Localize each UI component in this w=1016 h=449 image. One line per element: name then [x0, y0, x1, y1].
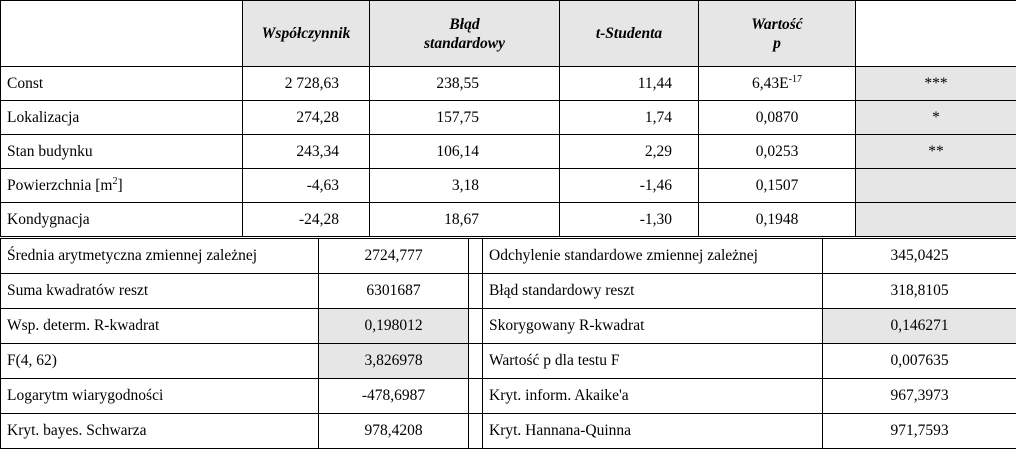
stat-label-right: Błąd standardowy reszt: [483, 274, 823, 309]
row-label: [1, 169, 243, 203]
header-p-value-line1: Wartość: [751, 16, 802, 33]
stats-row: [1, 239, 1016, 274]
stat-value-right: 345,0425: [823, 239, 1016, 274]
significance-stars: [856, 169, 1016, 203]
stats-spacer: [469, 379, 483, 414]
stats-spacer: [469, 414, 483, 449]
header-coefficient-text: Współczynnik: [262, 25, 351, 42]
t-value: 2,29: [560, 135, 699, 169]
header-significance-cell: [856, 1, 1016, 67]
coefficients-header-row: [1, 1, 1016, 67]
stat-label-left: Suma kwadratów reszt: [1, 274, 319, 309]
header-p-value-line2: p: [773, 35, 781, 52]
t-value: -1,30: [560, 203, 699, 237]
row-label: Stan budynku: [1, 135, 243, 169]
stat-label-right: Kryt. inform. Akaike'a: [483, 379, 823, 414]
table-row: [1, 169, 1016, 203]
stats-row: [1, 274, 1016, 309]
stat-value-left: 3,826978: [319, 344, 469, 379]
stat-label-left: F(4, 62): [1, 344, 319, 379]
stats-spacer: [469, 344, 483, 379]
stat-label-right: Skorygowany R-kwadrat: [483, 309, 823, 344]
stat-value-left: 6301687: [319, 274, 469, 309]
standard-error-value: 18,67: [370, 203, 560, 237]
stat-label-right: Odchylenie standardowe zmiennej zależnej: [483, 239, 823, 274]
p-value-mantissa: 6,43E: [752, 75, 789, 92]
stat-value-left: 0,198012: [319, 309, 469, 344]
table-row: [1, 101, 1016, 135]
stats-spacer: [469, 309, 483, 344]
p-value: 0,0253: [699, 135, 856, 169]
p-value: 0,1948: [699, 203, 856, 237]
row-label-end: ]: [117, 177, 122, 194]
row-label: Lokalizacja: [1, 101, 243, 135]
stat-label-right: Kryt. Hannana-Quinna: [483, 414, 823, 449]
model-statistics-table: [0, 238, 1016, 449]
standard-error-value: 238,55: [370, 67, 560, 101]
coefficient-value: 243,34: [243, 135, 370, 169]
row-label-text: Powierzchnia [m: [7, 177, 112, 194]
p-value: [699, 67, 856, 101]
significance-stars: ***: [856, 67, 1016, 101]
significance-stars: **: [856, 135, 1016, 169]
coefficient-value: -24,28: [243, 203, 370, 237]
header-empty-cell: [1, 1, 243, 67]
p-value: 0,1507: [699, 169, 856, 203]
p-value: 0,0870: [699, 101, 856, 135]
stat-label-right: Wartość p dla testu F: [483, 344, 823, 379]
stat-label-left: Wsp. determ. R-kwadrat: [1, 309, 319, 344]
stat-value-right: 0,007635: [823, 344, 1016, 379]
p-value-exponent: -17: [789, 74, 802, 85]
header-t-student: [560, 1, 699, 67]
row-label-superscript: 2: [112, 176, 117, 187]
row-label: Const: [1, 67, 243, 101]
stat-value-right: 318,8105: [823, 274, 1016, 309]
stat-value-right: 0,146271: [823, 309, 1016, 344]
coefficient-value: 274,28: [243, 101, 370, 135]
standard-error-value: 157,75: [370, 101, 560, 135]
header-standard-error: [370, 1, 560, 67]
significance-stars: *: [856, 101, 1016, 135]
table-row: [1, 135, 1016, 169]
stats-row: [1, 414, 1016, 449]
significance-stars: [856, 203, 1016, 237]
stat-label-left: Logarytm wiarygodności: [1, 379, 319, 414]
stats-spacer: [469, 274, 483, 309]
t-value: -1,46: [560, 169, 699, 203]
stat-value-left: 978,4208: [319, 414, 469, 449]
coefficient-value: -4,63: [243, 169, 370, 203]
table-row: [1, 203, 1016, 237]
header-p-value: [699, 1, 856, 67]
stat-label-left: Kryt. bayes. Schwarza: [1, 414, 319, 449]
row-label: Kondygnacja: [1, 203, 243, 237]
stat-value-right: 971,7593: [823, 414, 1016, 449]
stat-label-left: Średnia arytmetyczna zmiennej zależnej: [1, 239, 319, 274]
stat-value-left: -478,6987: [319, 379, 469, 414]
stat-value-left: 2724,777: [319, 239, 469, 274]
stats-row: [1, 309, 1016, 344]
standard-error-value: 106,14: [370, 135, 560, 169]
header-standard-error-line1: Błąd: [449, 16, 479, 33]
stats-row: [1, 379, 1016, 414]
header-coefficient: [243, 1, 370, 67]
t-value: 1,74: [560, 101, 699, 135]
header-t-student-text: t-Studenta: [596, 25, 662, 42]
stats-spacer: [469, 239, 483, 274]
coefficient-value: 2 728,63: [243, 67, 370, 101]
stats-row: [1, 344, 1016, 379]
t-value: 11,44: [560, 67, 699, 101]
header-standard-error-line2: standardowy: [424, 35, 505, 52]
table-row: [1, 67, 1016, 101]
standard-error-value: 3,18: [370, 169, 560, 203]
stat-value-right: 967,3973: [823, 379, 1016, 414]
